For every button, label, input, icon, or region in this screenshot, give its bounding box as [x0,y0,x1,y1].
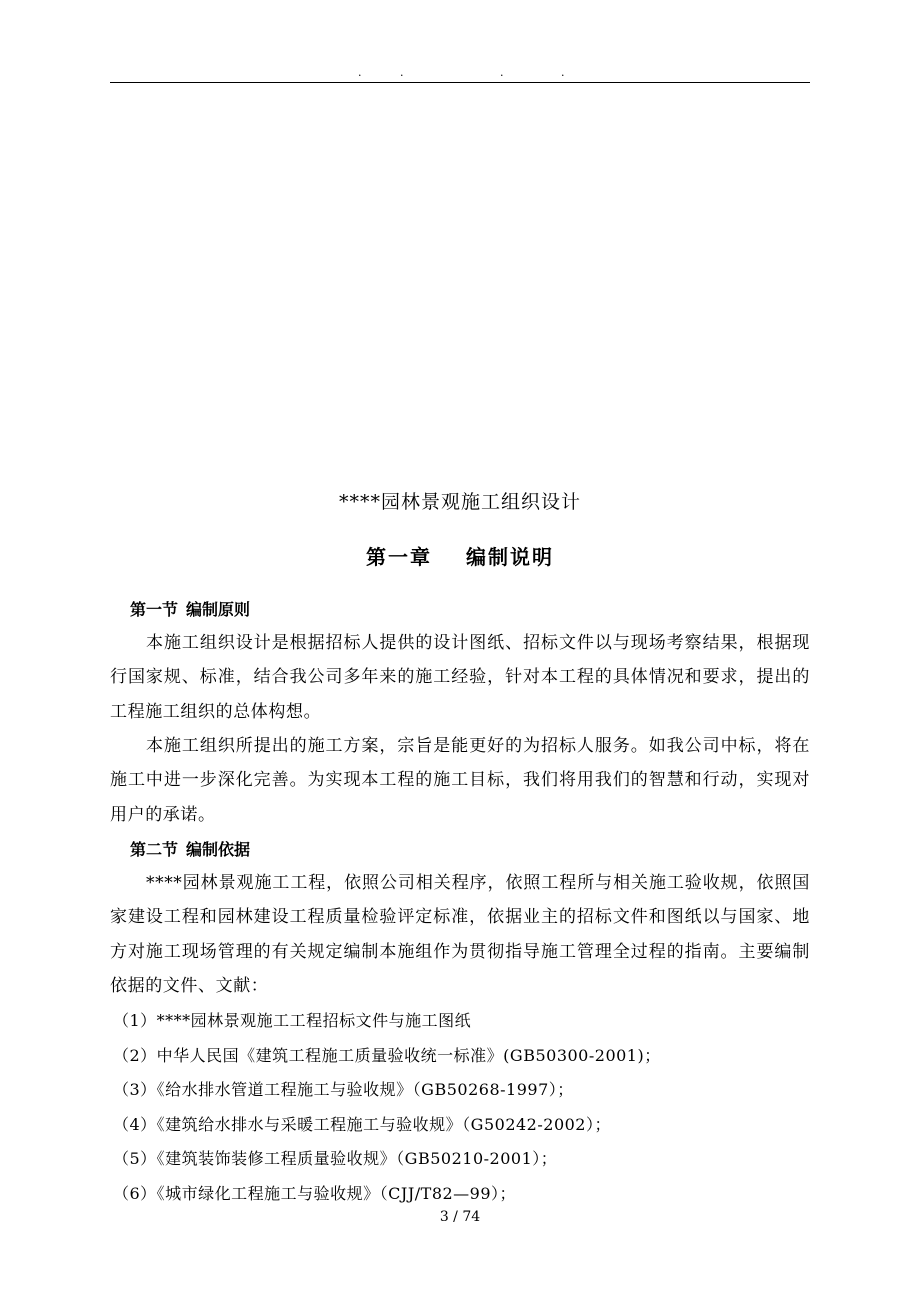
page-header-dots [0,66,920,80]
chapter-heading [0,542,920,572]
body-paragraph: 本施工组织设计是根据招标人提供的设计图纸、招标文件以与现场考察结果，根据现行国家规、标准，结合我公司多年来的施工经验，针对本工程的具体情况和要求，提出的工程施工组织的总体构想。 [110,633,810,722]
reference-item: （2）中华人民国《建筑工程施工质量验收统一标准》(GB50300-2001)； [113,1045,661,1065]
section-name: 编制原则 [186,600,251,619]
page-number: 3 / 74 [439,1209,481,1225]
body-paragraph: 本施工组织所提出的施工方案，宗旨是能更好的为招标人服务。如我公司中标，将在施工中进一步深化完善。为实现本工程的施工目标，我们将用我们的智慧和行动，实现对用户的承诺。 [110,736,810,825]
chapter-name: 编制说明 [466,545,554,569]
reference-item: （1）****园林景观施工工程招标文件与施工图纸 [113,1011,472,1030]
header-dot: . [358,66,362,79]
reference-list [113,1004,661,1211]
section-number: 第一节 [130,600,179,619]
header-rule [110,82,810,83]
section-name: 编制依据 [186,840,251,859]
chapter-number: 第一章 [366,545,432,569]
section-heading [130,837,250,863]
reference-item: （3）《给水排水管道工程施工与验收规》（GB50268-1997）； [113,1080,574,1099]
body-paragraph: ****园林景观施工工程，依照公司相关程序，依照工程所与相关施工验收规，依照国家建设工程和园林建设工程质量检验评定标准，依据业主的招标文件和图纸以与国家、地方对施工现场管理的有关规定编制本施组作为贯彻指导施工管理全过程的指南。主要编制依据的文件、文献： [110,873,810,996]
reference-item: （4）《建筑给水排水与采暖工程施工与验收规》（G50242-2002）； [113,1114,611,1134]
reference-item: （6）《城市绿化工程施工与验收规》（CJJ/T82—99）； [113,1183,517,1203]
document-title: ****园林景观施工组织设计 [338,491,581,513]
reference-item: （5）《建筑装饰装修工程质量验收规》（GB50210-2001）； [113,1149,558,1168]
header-dot: . [500,66,504,79]
header-dot: . [400,66,404,79]
section-number: 第二节 [130,840,179,859]
section-heading [130,597,250,623]
header-dot: . [561,66,565,79]
